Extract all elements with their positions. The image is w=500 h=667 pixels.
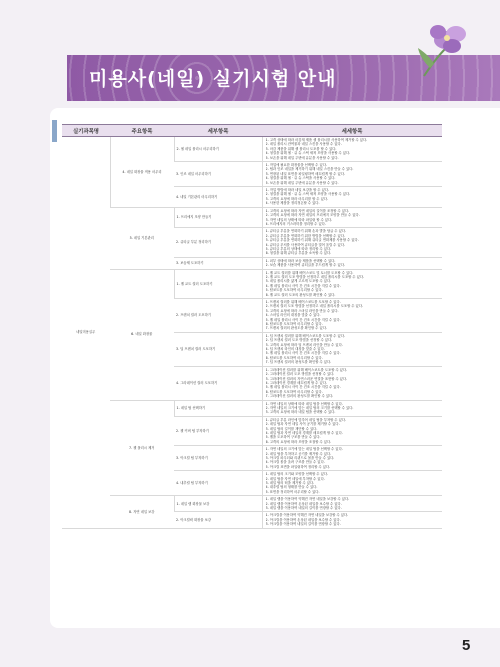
detail-line: 3. 그라데이션 컬러의 자연스러운 연결을 표현할 수 있다. [265, 376, 348, 381]
detail-line: 2. 고객의 요청에 따라 자연 네일의 프리에지 모양을 만들 수 있다. [265, 213, 360, 218]
detail-cell [262, 416, 442, 445]
main-item-cell: 6. 네일 화장물 [110, 269, 174, 400]
detail-cell [262, 257, 442, 269]
detail-line: 2. 네일 랩을 이용하여 손상된 네일을 보수할 수 있다. [265, 501, 342, 506]
detail-line: 3. 고객의 요청에 따라 스마일 라인을 만들 수 있다. [265, 308, 339, 313]
detail-line: 3. 자연 네일의 상태에 따라 파일링 할 수 있다. [265, 217, 333, 222]
sub-item-cell: 2. 젤 커버 팁 부착하기 [174, 416, 262, 445]
detail-line: 3. 고객의 요청에 따라 딥 프렌치 라인을 만들 수 있다. [265, 342, 343, 347]
detail-cell [262, 137, 442, 162]
detail-cell [262, 366, 442, 400]
detail-line: 1. 네일 팁의 크기와 모양을 선택할 수 있다. [265, 472, 328, 477]
detail-line: 6. 탑코트를 도포하여 마무리할 수 있다. [265, 389, 323, 394]
detail-line: 1. 고객의 요청에 따라 자연 네일의 길이를 조정할 수 있다. [265, 208, 350, 213]
detail-line: 2. 큐티클 부분을 연화하기 위한 방법을 선택할 수 있다. [265, 233, 345, 238]
detail-line: 5. 탑코트를 도포하여 마무리할 수 있다. [265, 288, 323, 293]
detail-line: 1. 작업에 필요한 화장물을 선택할 수 있다. [265, 163, 327, 168]
detail-line: 1. 그라데이션 컬러를 위해 베이스코트를 도포할 수 있다. [265, 367, 348, 372]
detail-line: 4. 스마일 라인의 대칭을 맞출 수 있다. [265, 313, 321, 318]
detail-line: 4. 아크릴 볼을 올려 구조를 만들 수 있다. [265, 460, 325, 465]
detail-line: 3. 네일 팁의 길이를 재단할 수 있다. [265, 426, 318, 431]
detail-line: 1. 피부 상태에 따라 보습 제품을 선택할 수 있다. [265, 258, 336, 263]
detail-line: 2. 자연 네일의 크기에 맞는 네일 팁의 크기를 선택할 수 있다. [265, 405, 354, 410]
detail-line: 5. 젤 네일 폴리시 사이 간 건조 시간을 지킬 수 있다. [265, 351, 341, 356]
sub-item-cell: 4. 내추럴 팁 부착하기 [174, 471, 262, 496]
detail-cell [262, 471, 442, 496]
sub-item-cell: 2. 셀 네일 폴리시 마무리하기 [174, 137, 262, 162]
detail-line: 2. 네일 팁을 부착하고 공기를 제거할 수 있다. [265, 451, 332, 456]
detail-line: 2. 젤 교트 컬러 도포 방법을 선정하고 네일 폴리시를 도포할 수 있다. [265, 274, 365, 279]
subject-cell: 네일미용실무 [62, 137, 110, 529]
sub-item-cell: 2. 큐티클 부분 정리하기 [174, 228, 262, 257]
table-row [62, 137, 442, 162]
detail-line: 4. 청결을 위해 셀 · 큐 슈 스틱을 사용할 수 있다. [265, 176, 336, 181]
detail-line: 1. 아크릴을 이용하여 약해진 자연 네일을 보강할 수 있다. [265, 513, 349, 518]
detail-line: 4. 내추럴 팁의 형태를 만들 수 있다. [265, 485, 318, 490]
table-row [62, 207, 442, 228]
detail-line: 3. 고객의 요청에 따라 마무리를 할 수 있다. [265, 196, 328, 201]
detail-line: 2. 딥 프렌치 컬러 도포 방법을 선정할 수 있다. [265, 338, 333, 343]
table-header-row [62, 125, 442, 137]
detail-line: 1. 젤 교트 컬러를 위해 베이스코트 및 토너를 도포할 수 있다. [265, 270, 354, 275]
header-detail-item: 세세항목 [262, 125, 442, 137]
detail-line: 4. 청결을 위해 셀 · 큐 슈 스틱 세척 모양을 사용할 수 있다. [265, 151, 351, 156]
accent-bar [52, 120, 57, 142]
detail-line: 1. 자연 네일의 크기에 맞는 네일 팁을 선택할 수 있다. [265, 447, 343, 452]
main-item-cell: 4. 네일 화장물 적용 마무리 [110, 137, 174, 208]
sub-item-cell: 1. 네일 팁 선택하기 [174, 400, 262, 416]
detail-line: 2. 그라데이션 컬러 도포 방법을 선정할 수 있다. [265, 372, 335, 377]
flower-illustration [416, 18, 480, 78]
detail-line: 3. 연장된 네일 표면을 파일링하여 매끄럽게 할 수 있다. [265, 171, 345, 176]
detail-line: 5. 젤 네일 폴리시 사이 간 건조 시간을 지킬 수 있다. [265, 317, 341, 322]
detail-cell [262, 332, 442, 366]
detail-line: 2. 팁과 인조 네일을 제거하기 위해 네일 스킨을 만들 수 있다. [265, 167, 354, 172]
detail-line: 2. 네일 팁을 자연 네일에 부착할 수 있다. [265, 476, 325, 481]
detail-line: 2. 프렌치 컬러 도포 방법을 선정하고 네일 폴리시를 도포할 수 있다. [265, 304, 363, 309]
table-body [62, 137, 442, 529]
table-row [62, 269, 442, 298]
detail-line: 1. 딥 프렌치 컬러를 위해 베이스코트를 도포할 수 있다. [265, 333, 345, 338]
detail-cell [262, 162, 442, 187]
detail-cell [262, 496, 442, 512]
detail-line: 4. 프리에지의 거스러미를 정리할 수 있다. [265, 221, 326, 226]
detail-line: 6. 청결을 위해 큐티클 부분을 소독할 수 있다. [265, 251, 332, 256]
detail-cell [262, 512, 442, 528]
sub-item-cell: 3. 딥 프렌치 컬러 도포하기 [174, 332, 262, 366]
detail-line: 1. 프렌치 컬러를 위해 베이스코트를 도포할 수 있다. [265, 300, 341, 304]
header-main-item: 주요항목 [110, 125, 174, 137]
detail-line: 4. 젤 네일 폴리시 사이 간 건조 시간을 지킬 수 있다. [265, 283, 341, 288]
detail-line: 2. 보습 제품을 사용하여 큐티클을 부드럽게 할 수 있다. [265, 263, 345, 268]
detail-cell [262, 187, 442, 208]
detail-line: 5. 표면을 정리하여 마무리할 수 있다. [265, 489, 320, 494]
detail-cell [262, 228, 442, 257]
main-item-cell: 8. 자연 네일 보강 [110, 496, 174, 528]
sub-item-cell: 1. 젤 교트 컬러 도포하기 [174, 269, 262, 298]
detail-line: 4. 사용한 제품을 정리정돈할 수 있다. [265, 201, 320, 206]
sub-item-cell: 1. 프리에지 모양 만들기 [174, 207, 262, 228]
detail-line: 5. 젤을 도포하여 구조를 만들 수 있다. [265, 435, 321, 440]
sub-item-cell: 1. 네일 랩 화장물 보강 [174, 496, 262, 512]
page-title: 미용사(네일) 실기시험 안내 [89, 68, 337, 90]
detail-line: 2. 네일 팁과 자연 네일 사이 공기를 제거할 수 있다. [265, 422, 340, 427]
detail-cell [262, 400, 442, 416]
main-item-cell: 5. 네일 기본관리 [110, 207, 174, 269]
detail-cell [262, 269, 442, 298]
detail-line: 3. 아크릴 파우더와 리퀴드로 볼을 만들 수 있다. [265, 456, 335, 460]
detail-line: 5. 아크릴 표면을 파일링하여 정리할 수 있다. [265, 464, 331, 469]
detail-line: 2. 청결을 위해 셀 · 큐 슈 스틱 세척 모양을 사용할 수 있다. [265, 192, 351, 197]
detail-line: 5. 젤 네일 폴리시 사이 간 건조 시간을 지킬 수 있다. [265, 385, 341, 390]
detail-line: 1. 큐티클 부분을 연화하기 위해 손과 발을 담글 수 있다. [265, 229, 347, 234]
detail-line: 3. 아크릴을 이용하여 네일의 길이를 연장할 수 있다. [265, 522, 341, 527]
detail-line: 3. 고객의 요청에 따라 네일 팁을 선택할 수 있다. [265, 410, 336, 415]
detail-line: 3. 마감 제품을 위해 셀 폴리시 도포를 할 수 있다. [265, 146, 337, 151]
sub-item-cell: 4. 네일 기본관리 마무리하기 [174, 187, 262, 208]
detail-line: 1. 큐티클 부분 라인에 맞추어 네일 팁을 부착할 수 있다. [265, 417, 347, 422]
detail-line: 3. 네일 랩을 이용하여 네일의 길이를 연장할 수 있다. [265, 506, 342, 511]
detail-line: 6. 고객의 요청에 따라 모양을 조절할 수 있다. [265, 439, 332, 444]
detail-line: 6. 젤 교트 컬러 도포의 완성도를 확인할 수 있다. [265, 292, 336, 297]
sub-item-cell: 3. 아크릴 팁 부착하기 [174, 446, 262, 471]
table-row [62, 400, 442, 416]
main-item-cell: 7. 젤 폴리시 제거 [110, 400, 174, 496]
detail-line: 5. 보존을 위해 네일 주변에 유분을 사용할 수 있다. [265, 155, 339, 160]
detail-line: 6. 탑코트를 도포하여 마무리할 수 있다. [265, 322, 323, 327]
syllabus-table [62, 124, 442, 529]
detail-line: 5. 큐티클 부분의 상태에 따라 정리할 수 있다. [265, 246, 332, 251]
detail-line: 7. 딥 프렌치 컬러의 완성도를 확인할 수 있다. [265, 360, 332, 365]
sub-item-cell: 4. 그라데이션 컬러 도포하기 [174, 366, 262, 400]
sub-item-cell: 3. 보습제 도포하기 [174, 257, 262, 269]
detail-cell [262, 299, 442, 333]
detail-line: 6. 탑코트를 도포하여 마무리할 수 있다. [265, 355, 323, 360]
detail-line: 2. 네일 폴리시 잔여물과 네일 스킨을 사용할 수 있다. [265, 142, 342, 147]
detail-cell [262, 207, 442, 228]
page-number: 5 [462, 637, 471, 654]
detail-line: 3. 네일 폴리시를 얇게 고르게 도포할 수 있다. [265, 279, 332, 284]
detail-line: 1. 작업 방법에 따라 네일 보강을 할 수 있다. [265, 188, 330, 193]
table-row [62, 496, 442, 512]
detail-line: 7. 프렌치 컬러의 완성도를 확인할 수 있다. [265, 326, 327, 331]
sub-item-cell: 2. 아크릴릭 화장물 보강 [174, 512, 262, 528]
detail-line: 3. 네일 팁의 턱을 제거할 수 있다. [265, 481, 315, 486]
detail-line: 4. 큐티클 푸셔를 사용하여 큐티클을 밀어 올릴 수 있다. [265, 242, 345, 247]
header-sub-item: 세부항목 [174, 125, 262, 137]
detail-line: 5. 보존을 위해 네일 주변에 유분을 사용할 수 있다. [265, 180, 339, 185]
detail-line: 3. 큐티클 부분을 연화하기 위해 큐티클 연화제를 사용할 수 있다. [265, 238, 359, 243]
detail-cell [262, 446, 442, 471]
sub-item-cell: 3. 인조 네일 마무리하기 [174, 162, 262, 187]
detail-line: 1. 고객 상태에 따라 마감재 제품 셀 폴리시를 사용하여 제거할 수 있다. [265, 138, 368, 142]
header-subject: 실기과목명 [62, 125, 110, 137]
detail-line: 1. 네일 랩을 이용하여 약해진 자연 네일을 보강할 수 있다. [265, 497, 350, 502]
detail-line: 4. 네일 팁과 자연 네일의 경계를 매끄럽게 할 수 있다. [265, 430, 343, 435]
sub-item-cell: 2. 프렌치 컬러 도포하기 [174, 299, 262, 333]
detail-line: 4. 딥 프렌치 라인의 대칭을 맞출 수 있다. [265, 347, 325, 352]
detail-line: 4. 그라데이션 경계를 매끄럽게 할 수 있다. [265, 380, 327, 385]
detail-line: 1. 자연 네일의 상태에 따라 네일 팁을 선택할 수 있다. [265, 401, 343, 406]
detail-line: 7. 그라데이션 컬러의 완성도를 확인할 수 있다. [265, 394, 334, 399]
detail-line: 2. 아크릴을 이용하여 손상된 네일을 보수할 수 있다. [265, 517, 341, 522]
